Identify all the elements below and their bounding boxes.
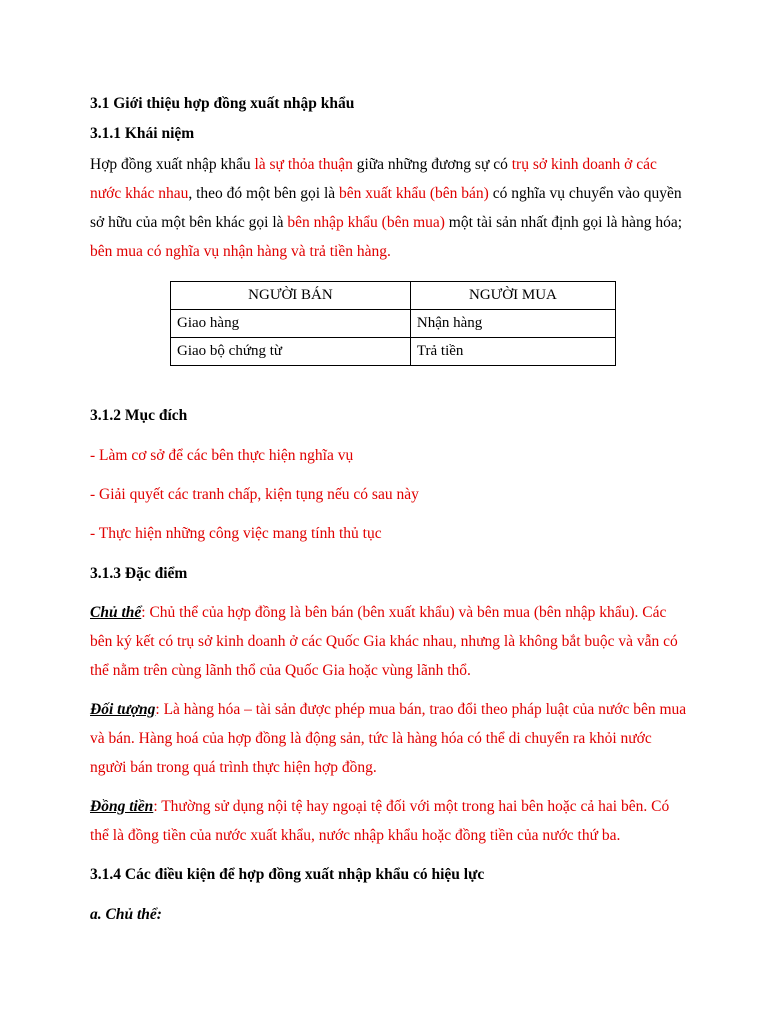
para-run-red: bên mua có nghĩa vụ nhận hàng và trả tiền hàng. (90, 243, 391, 260)
paragraph-text: : Là hàng hóa – tài sản được phép mua bán, trao đổi theo pháp luật của nước bên mua và bán. Hàng hoá của hợp đồng là động sản, tức là hàng hóa có thể di chuyển ra khỏi nước người bán trong quá trình thực hiện hợp đồng. (90, 701, 687, 776)
table-header-cell: NGƯỜI MUA (410, 282, 615, 310)
label-currency: Đồng tiền (90, 798, 154, 815)
heading-concept: 3.1.1 Khái niệm (90, 125, 195, 142)
para-run-red: trụ sở kinh doanh ở các nước khác nhau (90, 156, 657, 202)
buyer-seller-table (170, 281, 616, 366)
label-subject: Chủ thể (90, 604, 142, 621)
list-item: - Làm cơ sở để các bên thực hiện nghĩa vụ (90, 447, 354, 464)
list-item: - Thực hiện những công việc mang tính thủ tục (90, 525, 382, 542)
label-object: Đối tượng (90, 701, 156, 718)
paragraph-object (90, 695, 690, 782)
para-run: Hợp đồng xuất nhập khẩu (90, 156, 255, 173)
para-run: giữa những đương sự có (352, 156, 512, 173)
para-run: , theo đó một bên gọi là (188, 185, 340, 202)
table-header-cell: NGƯỜI BÁN (171, 282, 411, 310)
heading-characteristics: 3.1.3 Đặc điểm (90, 565, 188, 582)
table-cell: Nhận hàng (410, 310, 615, 338)
paragraph-text: : Thường sử dụng nội tệ hay ngoại tệ đối với một trong hai bên hoặc cả hai bên. Có thể là đồng tiền của nước xuất khẩu, nước nhập khẩu hoặc đồng tiền của nước thứ ba. (90, 798, 670, 844)
table-row (171, 310, 616, 338)
para-run: có nghĩa vụ chuyển vào quyền sở hữu của một bên khác gọi là (90, 185, 682, 231)
heading-purpose: 3.1.2 Mục đích (90, 407, 188, 424)
table-cell: Giao bộ chứng từ (171, 338, 411, 366)
list-item: - Giải quyết các tranh chấp, kiện tụng nếu có sau này (90, 486, 419, 503)
para-run: một tài sản nhất định gọi là hàng hóa; (444, 214, 683, 231)
definition-paragraph (90, 150, 690, 266)
paragraph-text: : Chủ thể của hợp đồng là bên bán (bên xuất khẩu) và bên mua (bên nhập khẩu). Các bên ký kết có trụ sở kinh doanh ở các Quốc Gia khác nhau, nhưng là không bắt buộc và vẫn có thể nằm trên cùng lãnh thổ của Quốc Gia hoặc vùng lãnh thổ. (90, 604, 678, 679)
para-run-red: là sự thỏa thuận (254, 156, 353, 173)
paragraph-currency (90, 792, 690, 850)
table-row (171, 338, 616, 366)
table-header-row (171, 282, 616, 310)
subheading-subject: a. Chủ thể: (90, 906, 162, 923)
table-cell: Trả tiền (410, 338, 615, 366)
section-title: 3.1 Giới thiệu hợp đồng xuất nhập khẩu (90, 95, 355, 112)
para-run-red: bên nhập khẩu (bên mua) (287, 214, 445, 231)
heading-validity-conditions: 3.1.4 Các điều kiện để hợp đồng xuất nhập khẩu có hiệu lực (90, 866, 485, 883)
table-cell: Giao hàng (171, 310, 411, 338)
para-run-red: bên xuất khẩu (bên bán) (339, 185, 489, 202)
paragraph-subject (90, 598, 690, 685)
